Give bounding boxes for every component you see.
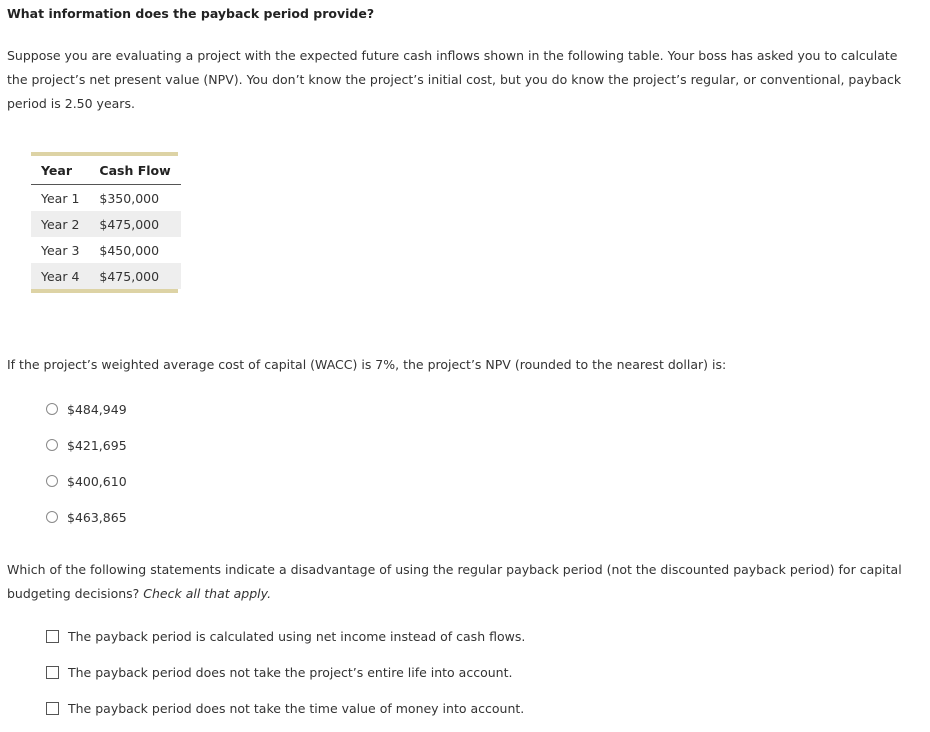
cash-flow-cell: $350,000 bbox=[99, 190, 160, 206]
table-row bbox=[31, 237, 181, 263]
radio-button[interactable] bbox=[46, 511, 58, 523]
payback-question-text: Which of the following statements indicate a disadvantage of using the regular payback period (not the discounted payback period) for capital budgeting decisions? bbox=[7, 562, 902, 601]
radio-button[interactable] bbox=[46, 475, 58, 487]
payback-option-label[interactable]: The payback period does not take the project’s entire life into account. bbox=[68, 664, 513, 680]
payback-option[interactable] bbox=[46, 696, 525, 720]
cash-flow-cell: $475,000 bbox=[89, 211, 180, 237]
npv-option[interactable] bbox=[46, 469, 127, 493]
year-cell: Year 4 bbox=[31, 263, 89, 289]
checkbox[interactable] bbox=[46, 666, 59, 679]
npv-option-label[interactable]: $421,695 bbox=[67, 437, 127, 453]
payback-option-label[interactable]: The payback period is calculated using net income instead of cash flows. bbox=[68, 628, 526, 644]
checkbox[interactable] bbox=[46, 702, 59, 715]
page-title: What information does the payback period provide? bbox=[7, 6, 375, 21]
payback-question-prompt bbox=[7, 558, 907, 606]
cash-flow-cell: $475,000 bbox=[89, 263, 180, 289]
table-row bbox=[31, 211, 181, 237]
table-header-row bbox=[31, 156, 181, 185]
table-row bbox=[31, 263, 181, 289]
npv-option-label[interactable]: $400,610 bbox=[67, 473, 127, 489]
payback-option[interactable] bbox=[46, 660, 525, 684]
npv-option[interactable] bbox=[46, 433, 127, 457]
radio-button[interactable] bbox=[46, 439, 58, 451]
npv-answer-options bbox=[46, 397, 127, 541]
year-cell: Year 2 bbox=[31, 211, 89, 237]
npv-option[interactable] bbox=[46, 505, 127, 529]
intro-paragraph: Suppose you are evaluating a project with the expected future cash inflows shown in the following table. Your boss has asked you to calculate the project’s net present value (NPV). You don’t know the project’s initial cost, but you do know the project’s regular, or conventional, payback period is 2.50 years. bbox=[7, 48, 902, 111]
npv-question-prompt: If the project’s weighted average cost of capital (WACC) is 7%, the project’s NPV (rounded to the nearest dollar) is: bbox=[7, 357, 727, 372]
year-cell: Year 1 bbox=[41, 190, 80, 206]
radio-button[interactable] bbox=[46, 403, 58, 415]
payback-answer-options bbox=[46, 624, 525, 732]
column-header-cash-flow: Cash Flow bbox=[89, 156, 180, 185]
column-header-year: Year bbox=[31, 156, 89, 185]
cash-flow-table bbox=[31, 152, 178, 293]
table-row bbox=[31, 185, 181, 212]
npv-option-label[interactable]: $484,949 bbox=[67, 401, 127, 417]
year-cell: Year 3 bbox=[41, 242, 80, 258]
npv-option-label[interactable]: $463,865 bbox=[67, 509, 127, 525]
payback-option[interactable] bbox=[46, 624, 525, 648]
payback-question-hint: Check all that apply. bbox=[143, 586, 272, 601]
npv-option[interactable] bbox=[46, 397, 127, 421]
cash-flow-cell: $450,000 bbox=[99, 242, 160, 258]
checkbox[interactable] bbox=[46, 630, 59, 643]
payback-option-label[interactable]: The payback period does not take the time value of money into account. bbox=[68, 700, 525, 716]
